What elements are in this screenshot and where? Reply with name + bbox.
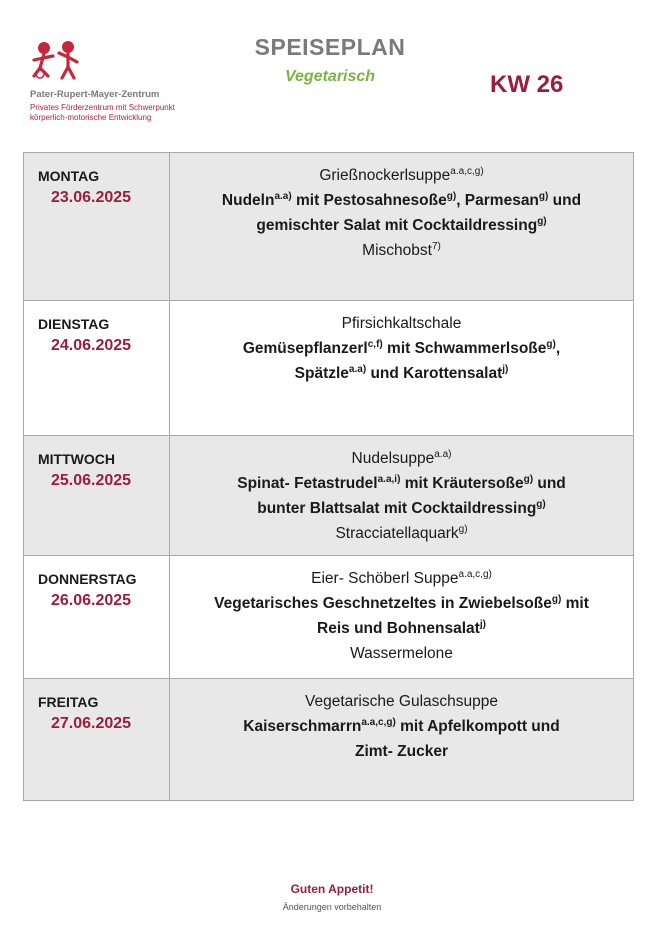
meal-line [170, 361, 633, 386]
allergen-code: g) [536, 498, 546, 510]
menu-row-wednesday [24, 436, 634, 556]
allergen-code: j) [502, 363, 509, 375]
day-name: FREITAG [38, 694, 99, 710]
meal-line [170, 566, 633, 591]
meal-text: mit Pestosahnesoße [291, 192, 447, 209]
day-date: 23.06.2025 [51, 189, 132, 206]
meal-text: mit Kräutersoße [400, 475, 524, 492]
page-subtitle: Vegetarisch [284, 68, 376, 85]
meal-text: bunter Blattsalat mit Cocktaildressing [257, 500, 537, 517]
meal-text: Kaiserschmarrn [243, 718, 362, 735]
allergen-code: j) [479, 618, 486, 630]
allergen-code: g) [551, 593, 562, 605]
meal-text: Pfirsichkaltschale [341, 315, 462, 332]
day-cell [24, 301, 170, 436]
day-cell [24, 436, 170, 556]
meal-line [170, 471, 633, 496]
meal-line [170, 641, 633, 666]
meal-cell [170, 153, 634, 301]
logo-tagline: Privates Förderzentrum mit Schwerpunkt [30, 103, 175, 112]
allergen-code: g) [446, 190, 457, 202]
meal-text: Grießnockerlsuppe [319, 167, 451, 184]
meal-text: gemischter Salat mit Cocktaildressing [256, 217, 538, 234]
meal-line [170, 238, 633, 263]
allergen-code: a.a,c,g) [450, 165, 484, 177]
children-playing-logo-icon [26, 38, 106, 88]
allergen-code: g) [523, 473, 534, 485]
meal-line [170, 591, 633, 616]
footer-note: Änderungen vorbehalten [282, 902, 382, 912]
meal-text: mit Apfelkompott und [395, 718, 560, 735]
allergen-code: a.a,i) [377, 473, 401, 485]
meal-line [170, 163, 633, 188]
logo-name: Pater-Rupert-Mayer-Zentrum [30, 89, 160, 100]
allergen-code: g) [537, 215, 547, 227]
meal-cell [170, 556, 634, 679]
meal-text: Nudeln [221, 192, 275, 209]
allergen-code: g) [538, 190, 549, 202]
day-date: 25.06.2025 [51, 472, 132, 489]
meal-text: Gemüsepflanzerl [242, 340, 368, 357]
menu-row-friday [24, 679, 634, 801]
allergen-code: a.a,c,g) [361, 716, 396, 728]
meal-text: Vegetarisches Geschnetzeltes in Zwiebelsoße [214, 595, 552, 612]
meal-text: Reis und Bohnensalat [317, 620, 480, 637]
meal-text: und [533, 475, 566, 492]
meal-text: Zimt- Zucker [354, 743, 448, 760]
meal-line [170, 213, 633, 238]
meal-cell [170, 436, 634, 556]
meal-text: Eier- Schöberl Suppe [311, 570, 459, 587]
day-name: DONNERSTAG [38, 571, 137, 587]
meal-text: Wassermelone [350, 645, 453, 662]
meal-line [170, 188, 633, 213]
day-name: MONTAG [38, 168, 100, 184]
meal-line [170, 496, 633, 521]
meal-text: mit [561, 595, 589, 612]
day-cell [24, 679, 170, 801]
meal-text: Spätzle [294, 365, 349, 382]
meal-cell [170, 679, 634, 801]
meal-line [170, 521, 633, 546]
allergen-code: c,f) [367, 338, 383, 350]
menu-row-thursday [24, 556, 634, 679]
logo [26, 38, 216, 128]
meal-line [170, 336, 633, 361]
week-label: KW 26 [490, 71, 564, 98]
meal-text: Nudelsuppe [351, 450, 435, 467]
day-cell [24, 556, 170, 679]
day-name: DIENSTAG [38, 316, 110, 332]
logo-tagline: körperlich-motorische Entwicklung [30, 113, 152, 122]
allergen-code: g) [458, 523, 468, 535]
allergen-code: a.a) [348, 363, 367, 375]
allergen-code: a.a,c,g) [458, 568, 492, 580]
day-date: 24.06.2025 [51, 337, 132, 354]
allergen-code: a.a) [434, 448, 452, 460]
meal-text: und Karottensalat [366, 365, 503, 382]
meal-line [170, 616, 633, 641]
menu-row-tuesday [24, 301, 634, 436]
meal-text: Vegetarische Gulaschsuppe [304, 693, 499, 710]
meal-line [170, 714, 633, 739]
day-cell [24, 153, 170, 301]
menu-table [23, 152, 634, 801]
day-date: 27.06.2025 [51, 715, 132, 732]
allergen-code: g) [546, 338, 556, 350]
footer-closing: Guten Appetit! [290, 882, 374, 896]
meal-line [170, 311, 633, 336]
meal-text: und [548, 192, 582, 209]
menu-row-monday [24, 153, 634, 301]
day-name: MITTWOCH [38, 451, 115, 467]
meal-text: mit Schwammerlsoße [382, 340, 547, 357]
allergen-code: 7) [431, 240, 441, 252]
meal-line [170, 739, 633, 764]
allergen-code: a.a) [274, 190, 292, 202]
meal-text: Stracciatellaquark [335, 525, 459, 542]
meal-text: , [555, 340, 561, 357]
meal-cell [170, 301, 634, 436]
meal-line [170, 689, 633, 714]
meal-text: , Parmesan [456, 192, 539, 209]
meal-text: Spinat- Fetastrudel [237, 475, 378, 492]
meal-text: Mischobst [362, 242, 432, 259]
meal-line [170, 446, 633, 471]
page-title: SPEISEPLAN [254, 34, 406, 60]
day-date: 26.06.2025 [51, 592, 132, 609]
